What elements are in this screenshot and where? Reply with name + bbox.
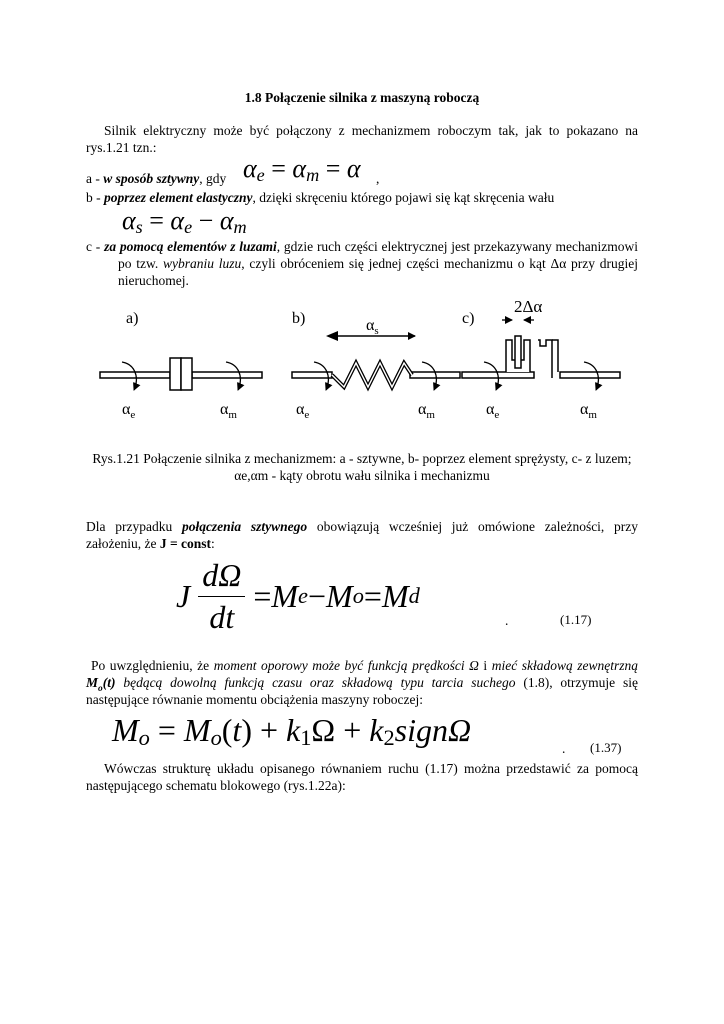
consider-e2: mieć składową zewnętrzną xyxy=(491,658,639,673)
elastic-coupling-drawing xyxy=(292,331,460,390)
item-b-emph: poprzez element elastyczny xyxy=(104,190,253,205)
consider-e3sub: o xyxy=(98,684,103,694)
item-c-after: , gdzie ruch części elektrycznej jest przekazywany mechanizmowi po tzw. xyxy=(118,239,638,271)
item-c xyxy=(86,238,638,289)
rigid-paragraph xyxy=(86,518,638,552)
figure-label-a: a) xyxy=(126,310,139,327)
rigid-text2: obowiązują wcześniej już omówione zależności, przy założeniu, że xyxy=(86,519,639,551)
item-a-prefix: a - xyxy=(86,171,104,186)
item-c-emph: za pomocą elementów z luzami xyxy=(104,239,277,254)
consider-t3: (1.8), otrzymuje się następujące równanie momentu obciążenia maszyny roboczej: xyxy=(86,675,638,707)
alpha-m-label-c: $\alpha_m$ xyxy=(580,401,597,421)
equation-rigid: $\alpha_e = \alpha_m = \alpha$ xyxy=(243,154,361,185)
rigid-text1: Dla przypadku xyxy=(86,519,173,534)
item-b-prefix: b - xyxy=(86,190,104,205)
rigid-coupling-drawing xyxy=(100,358,262,390)
rigid-emph: połączenia sztywnego xyxy=(181,519,308,534)
intro-paragraph: Silnik elektryczny może być połączony z mechanizmem roboczym tak, jak to pokazano na rys.1.21 tzn.: xyxy=(86,123,638,155)
eq117-dot: . xyxy=(505,613,509,628)
alpha-s-label: $\alpha_s$ xyxy=(366,317,379,337)
item-a-emph: w sposób sztywny xyxy=(103,171,200,186)
consider-e4: będącą dowolną funkcją czasu oraz składową typu tarcia suchego xyxy=(123,675,516,690)
item-a xyxy=(86,154,646,192)
consider-e3: M xyxy=(86,675,99,690)
backlash-coupling-drawing xyxy=(462,320,620,390)
alpha-e-label-a: $\alpha_e$ xyxy=(122,401,136,421)
alpha-m-label-a: $\alpha_m$ xyxy=(220,401,237,421)
equation-1-17: J $\frac{d\Omega}{dt}$ = M e − M o = M d xyxy=(176,556,420,635)
alpha-e-label-c: $\alpha_e$ xyxy=(486,401,500,421)
consider-e3b: (t) xyxy=(102,675,116,690)
final-paragraph: Wówczas strukturę układu opisanego równaniem ruchu (1.17) można przedstawić za pomocą następującego schematu blokowego (rys.1.22a): xyxy=(86,761,638,793)
consider-e1: moment oporowy może być funkcją prędkości Ω xyxy=(213,658,479,673)
equation-elastic: $\alpha_s = \alpha_e - \alpha_m$ xyxy=(122,206,247,237)
equation-1-37: $M_o = M_o(t) + k_1\Omega$ + $k_2sign\Omega$ xyxy=(112,712,472,750)
coupling-figure xyxy=(0,290,724,430)
alpha-e-label-b: $\alpha_e$ xyxy=(296,401,310,421)
item-c-after2: , czyli obróceniem się jednej części mechanizmu o kąt Δα przy drugiej nieruchomej. xyxy=(118,256,638,288)
rigid-colon: : xyxy=(211,536,215,551)
eq117-number: (1.17) xyxy=(560,612,592,627)
item-c-emph2: wybraniu luzu xyxy=(163,256,242,271)
eq137-number: (1.37) xyxy=(590,740,622,755)
eq137-dot: . xyxy=(562,741,566,756)
rigid-bold: J = const xyxy=(159,536,212,551)
alpha-m-label-b: $\alpha_m$ xyxy=(418,401,435,421)
consider-t2: i xyxy=(483,658,488,673)
figure-label-b: b) xyxy=(292,310,306,327)
item-b-after: , dzięki skręceniu którego pojawi się kąt skręcenia wału xyxy=(252,190,555,205)
section-title: 1.8 Połączenie silnika z maszyną roboczą xyxy=(244,90,480,105)
consider-paragraph xyxy=(86,657,638,708)
figure-caption: Rys.1.21 Połączenie silnika z mechanizmem: a - sztywne, b- poprzez element sprężysty, c- z luzem; αe,αm - kąty obrotu wału silnika i mechanizmu xyxy=(92,451,632,483)
item-b xyxy=(86,189,638,206)
item-a-after: , gdy xyxy=(199,171,227,186)
backlash-gap-label: 2Δα xyxy=(514,297,543,316)
figure-label-c: c) xyxy=(462,310,475,327)
consider-t1: Po uwzględnieniu, że xyxy=(91,658,210,673)
item-c-prefix: c - xyxy=(86,239,105,254)
item-a-comma: , xyxy=(376,171,380,186)
